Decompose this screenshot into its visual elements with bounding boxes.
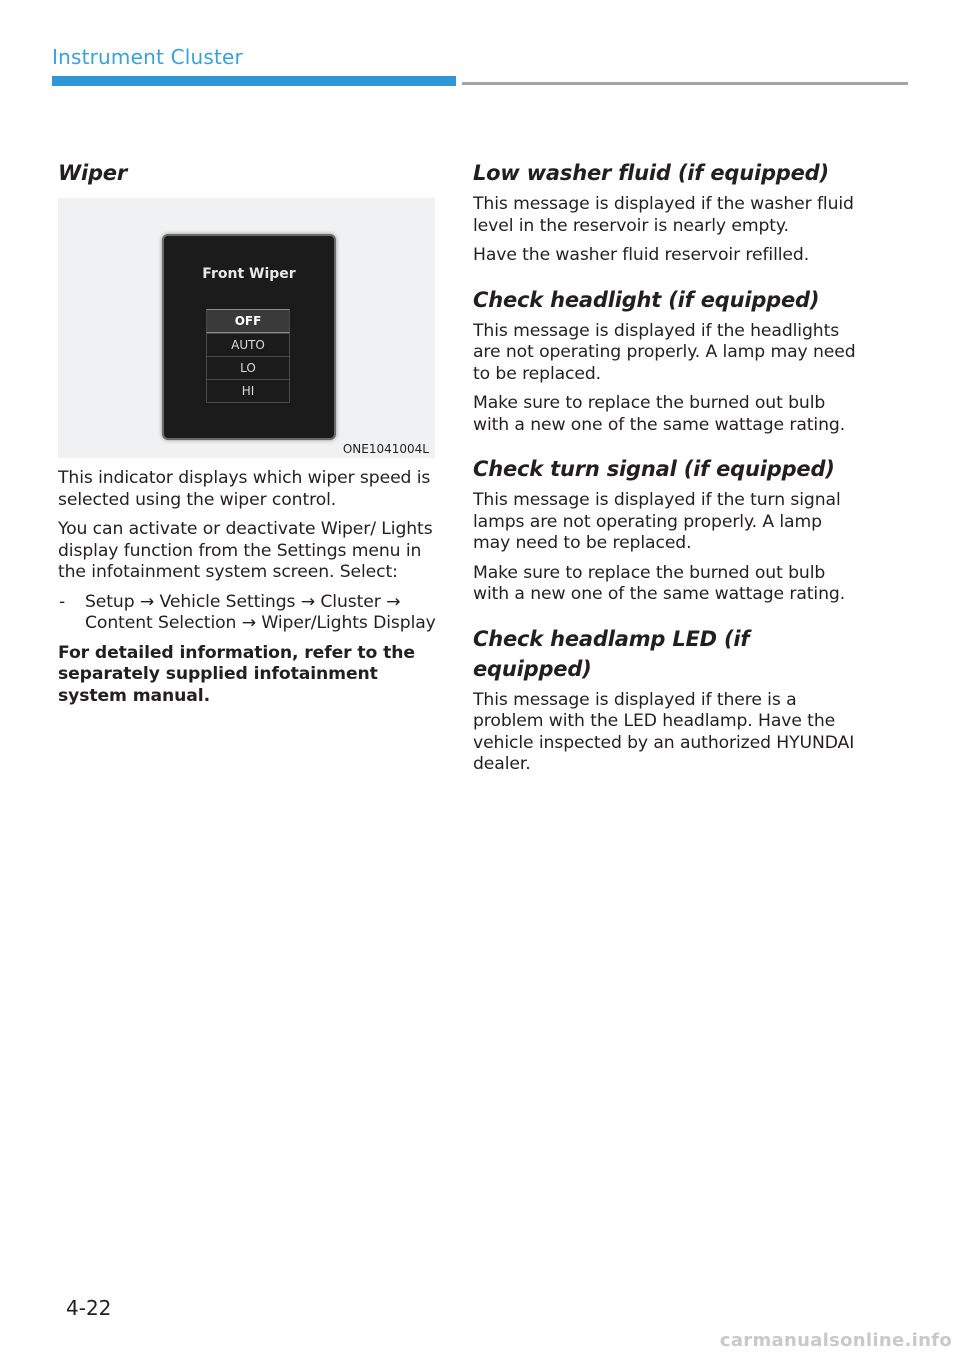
infotainment-note: For detailed information, refer to the separately supplied infotainment system manual. [58, 642, 415, 706]
check-headlamp-led-paragraph-1: This message is displayed if there is a problem with the LED headlamp. Have the vehicle inspected by an authorized HYUNDAI dealer. [473, 689, 855, 774]
right-column [473, 158, 858, 784]
section-header-title: Instrument Cluster [52, 45, 243, 69]
check-headlight-paragraph-1: This message is displayed if the headlights are not operating properly. A lamp may need to be replaced. [473, 320, 856, 384]
low-washer-heading: Low washer fluid (if equipped) [473, 161, 829, 185]
check-headlight-heading: Check headlight (if equipped) [473, 287, 820, 312]
wiper-menu [206, 309, 290, 403]
wiper-paragraph-2: You can activate or deactivate Wiper/ Lights display function from the Settings menu in the infotainment system screen. Select: [58, 519, 433, 582]
menu-item-off: OFF [206, 309, 290, 333]
check-headlight-paragraph-2: Make sure to replace the burned out bulb with a new one of the same wattage rating. [473, 393, 846, 435]
settings-path-bullet [58, 592, 438, 635]
bullet-dash: - [59, 591, 66, 612]
header-accent-bar [52, 76, 456, 86]
check-turn-signal-paragraph-2: Make sure to replace the burned out bulb with a new one of the same wattage rating. [473, 562, 846, 604]
cluster-screen [162, 234, 336, 440]
wiper-paragraph-1: This indicator displays which wiper speed is selected using the wiper control. [58, 468, 431, 510]
menu-item-lo: LO [206, 356, 290, 379]
watermark: carmanualsonline.info [719, 1330, 952, 1351]
page-number: 4-22 [66, 1296, 112, 1320]
check-turn-signal-heading: Check turn signal (if equipped) [473, 457, 835, 481]
figure-code: ONE1041004L [342, 442, 429, 456]
menu-item-hi: HI [206, 379, 290, 403]
header-rule [462, 82, 908, 85]
low-washer-paragraph-1: This message is displayed if the washer fluid level in the reservoir is nearly empty. [473, 194, 854, 236]
menu-item-auto: AUTO [206, 333, 290, 356]
wiper-heading: Wiper [58, 161, 127, 185]
check-headlamp-led-heading: Check headlamp LED (if equipped) [473, 626, 750, 681]
wiper-figure [58, 198, 435, 458]
settings-path-text: Setup → Vehicle Settings → Cluster → Content Selection → Wiper/Lights Display [85, 591, 436, 633]
screen-title: Front Wiper [202, 266, 296, 282]
left-column [58, 158, 438, 715]
check-turn-signal-paragraph-1: This message is displayed if the turn signal lamps are not operating properly. A lamp may need to be replaced. [473, 490, 841, 553]
low-washer-paragraph-2: Have the washer fluid reservoir refilled. [473, 245, 810, 265]
